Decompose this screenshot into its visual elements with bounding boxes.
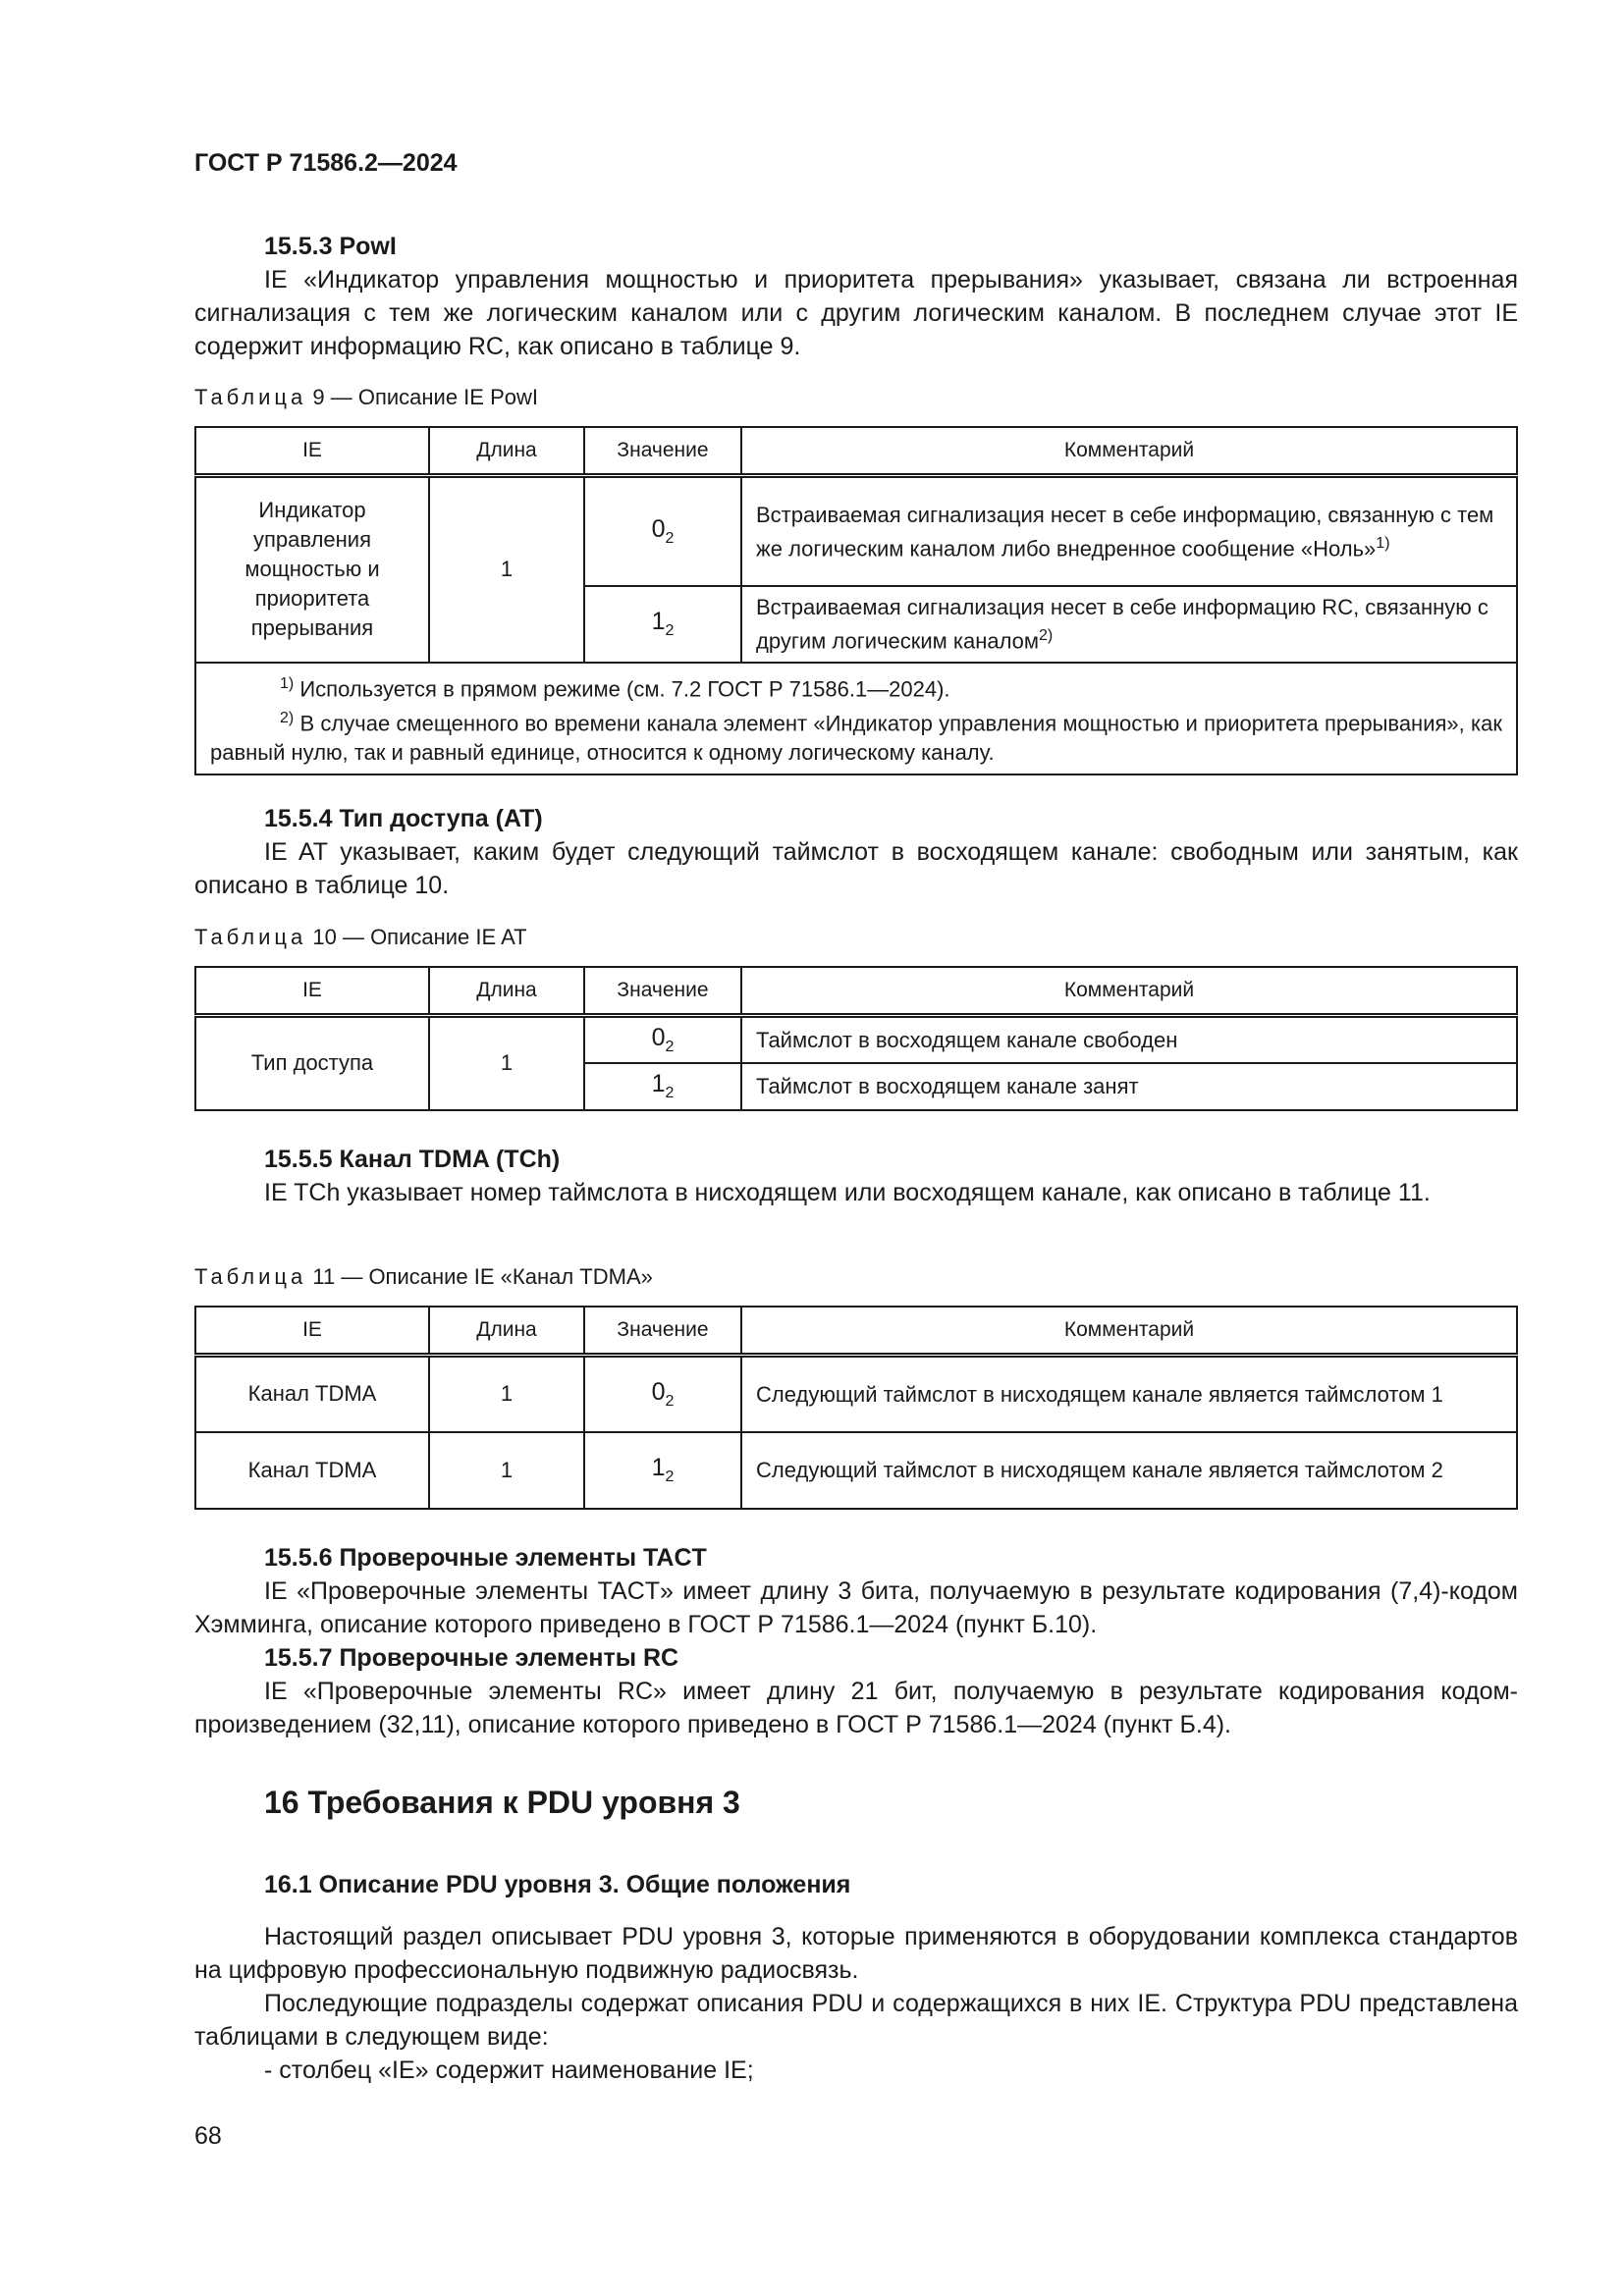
comment-cell: Таймслот в восходящем канале свободен — [741, 1016, 1517, 1063]
value-cell: $1_2$ — [584, 586, 741, 663]
table-notes — [195, 663, 1517, 775]
header-cell: IE — [195, 1307, 429, 1356]
length-cell: 1 — [429, 1016, 584, 1110]
table-11 — [194, 1306, 1518, 1510]
section-text: IE AT указывает, каким будет следующий таймслот в восходящем канале: свободным или занятым, как описано в таблице 10. — [194, 838, 1518, 899]
table-9 — [194, 426, 1518, 775]
section-15-5-5 — [194, 1143, 1518, 1209]
table-9-caption: Таблица 9 — Описание IE PowI — [194, 385, 538, 409]
chapter-heading: 16 Требования к PDU уровня 3 — [264, 1785, 740, 1820]
header-cell: Значение — [584, 967, 741, 1016]
value-cell: $1_2$ — [584, 1063, 741, 1110]
paragraph: Последующие подразделы содержат описания PDU и содержащихся в них IE. Структура PDU представлена таблицами в следующем виде: — [194, 1990, 1518, 2051]
footnote-mark: 2) — [1039, 626, 1054, 644]
footnote-1: $^{1)}$ Используется в прямом режиме (см. 7.2 ГОСТ Р 71586.1—2024). — [280, 674, 950, 701]
section-text: IE «Проверочные элементы RC» имеет длину 21 бит, получаемую в результате кодирования кодом-произведением (32,11), описание которого приведено в ГОСТ Р 71586.1—2024 (пункт Б.4). — [194, 1678, 1518, 1738]
section-16-1-text — [194, 1920, 1518, 2087]
header-cell: Значение — [584, 1307, 741, 1356]
comment-cell: Следующий таймслот в нисходящем канале является таймслотом 1 — [741, 1356, 1517, 1432]
table-row — [195, 1432, 1517, 1509]
footnote-mark: 1) — [1376, 534, 1390, 552]
header-cell: Комментарий — [741, 967, 1517, 1016]
ie-cell: Тип доступа — [195, 1016, 429, 1110]
section-heading: 15.5.5 Канал TDMA (TCh) — [264, 1146, 561, 1173]
table-header-row — [195, 967, 1517, 1016]
header-cell: IE — [195, 427, 429, 476]
section-heading: 15.5.4 Тип доступа (AT) — [264, 805, 543, 832]
table-10-caption: Таблица 10 — Описание IE AT — [194, 925, 527, 949]
header-cell: Длина — [429, 1307, 584, 1356]
table-row — [195, 476, 1517, 586]
table-10 — [194, 966, 1518, 1111]
table-11-caption: Таблица 11 — Описание IE «Канал TDMA» — [194, 1264, 653, 1289]
paragraph: Настоящий раздел описывает PDU уровня 3, которые применяются в оборудовании комплекса стандартов на цифровую профессиональную подвижную радиосвязь. — [194, 1923, 1518, 1984]
section-text: IE TCh указывает номер таймслота в нисходящем или восходящем канале, как описано в таблице 11. — [264, 1179, 1431, 1206]
table-header-row — [195, 427, 1517, 476]
value-cell: $0_2$ — [584, 1356, 741, 1432]
length-cell: 1 — [429, 1432, 584, 1509]
length-cell: 1 — [429, 1356, 584, 1432]
section-heading: 15.5.3 PowI — [264, 233, 397, 260]
section-text: IE «Индикатор управления мощностью и приоритета прерывания» указывает, связана ли встроенная сигнализация с тем же логическим каналом или с другим логическим каналом. В последнем случае этот IE содержит информацию RC, как описано в таблице 9. — [194, 266, 1518, 360]
header-cell: Комментарий — [741, 427, 1517, 476]
ie-cell: Канал TDMA — [195, 1432, 429, 1509]
section-heading: 15.5.7 Проверочные элементы RC — [264, 1644, 679, 1672]
value-cell: $0_2$ — [584, 1016, 741, 1063]
section-15-5-3 — [194, 230, 1518, 363]
value-cell: $1_2$ — [584, 1432, 741, 1509]
comment-cell: Встраиваемая сигнализация несет в себе информацию, связанную с тем же логическим каналом либо внедренное сообщение «Ноль»$^{1)}$ — [741, 476, 1517, 586]
list-item: - столбец «IE» содержит наименование IE; — [264, 2056, 754, 2084]
header-cell: Длина — [429, 427, 584, 476]
table-notes-row — [195, 663, 1517, 775]
comment-cell: Встраиваемая сигнализация несет в себе информацию RC, связанную с другим логическим каналом$^{2)}$ — [741, 586, 1517, 663]
table-header-row — [195, 1307, 1517, 1356]
document-header: ГОСТ Р 71586.2—2024 — [194, 149, 458, 177]
header-cell: Значение — [584, 427, 741, 476]
footnote-2: $^{2)}$ В случае смещенного во времени канала элемент «Индикатор управления мощностью и приоритета прерывания», как равный нулю, так и равный единице, относится к одному логическому каналу. — [210, 709, 1502, 766]
header-cell: IE — [195, 967, 429, 1016]
header-cell: Комментарий — [741, 1307, 1517, 1356]
comment-cell: Следующий таймслот в нисходящем канале является таймслотом 2 — [741, 1432, 1517, 1509]
section-15-5-6 — [194, 1541, 1518, 1741]
header-cell: Длина — [429, 967, 584, 1016]
comment-cell: Таймслот в восходящем канале занят — [741, 1063, 1517, 1110]
length-cell: 1 — [429, 476, 584, 663]
ie-cell: Канал TDMA — [195, 1356, 429, 1432]
section-15-5-4 — [194, 802, 1518, 902]
value-cell: $0_2$ — [584, 476, 741, 586]
subsection-heading: 16.1 Описание PDU уровня 3. Общие положения — [264, 1871, 851, 1898]
page-number: 68 — [194, 2122, 222, 2150]
ie-cell: Индикатор управления мощностью и приоритета прерывания — [195, 476, 429, 663]
table-row — [195, 1356, 1517, 1432]
section-text: IE «Проверочные элементы TACT» имеет длину 3 бита, получаемую в результате кодирования (7,4)-кодом Хэмминга, описание которого приведено в ГОСТ Р 71586.1—2024 (пункт Б.10). — [194, 1577, 1518, 1638]
section-heading: 15.5.6 Проверочные элементы TACT — [264, 1544, 707, 1572]
table-row — [195, 1016, 1517, 1063]
